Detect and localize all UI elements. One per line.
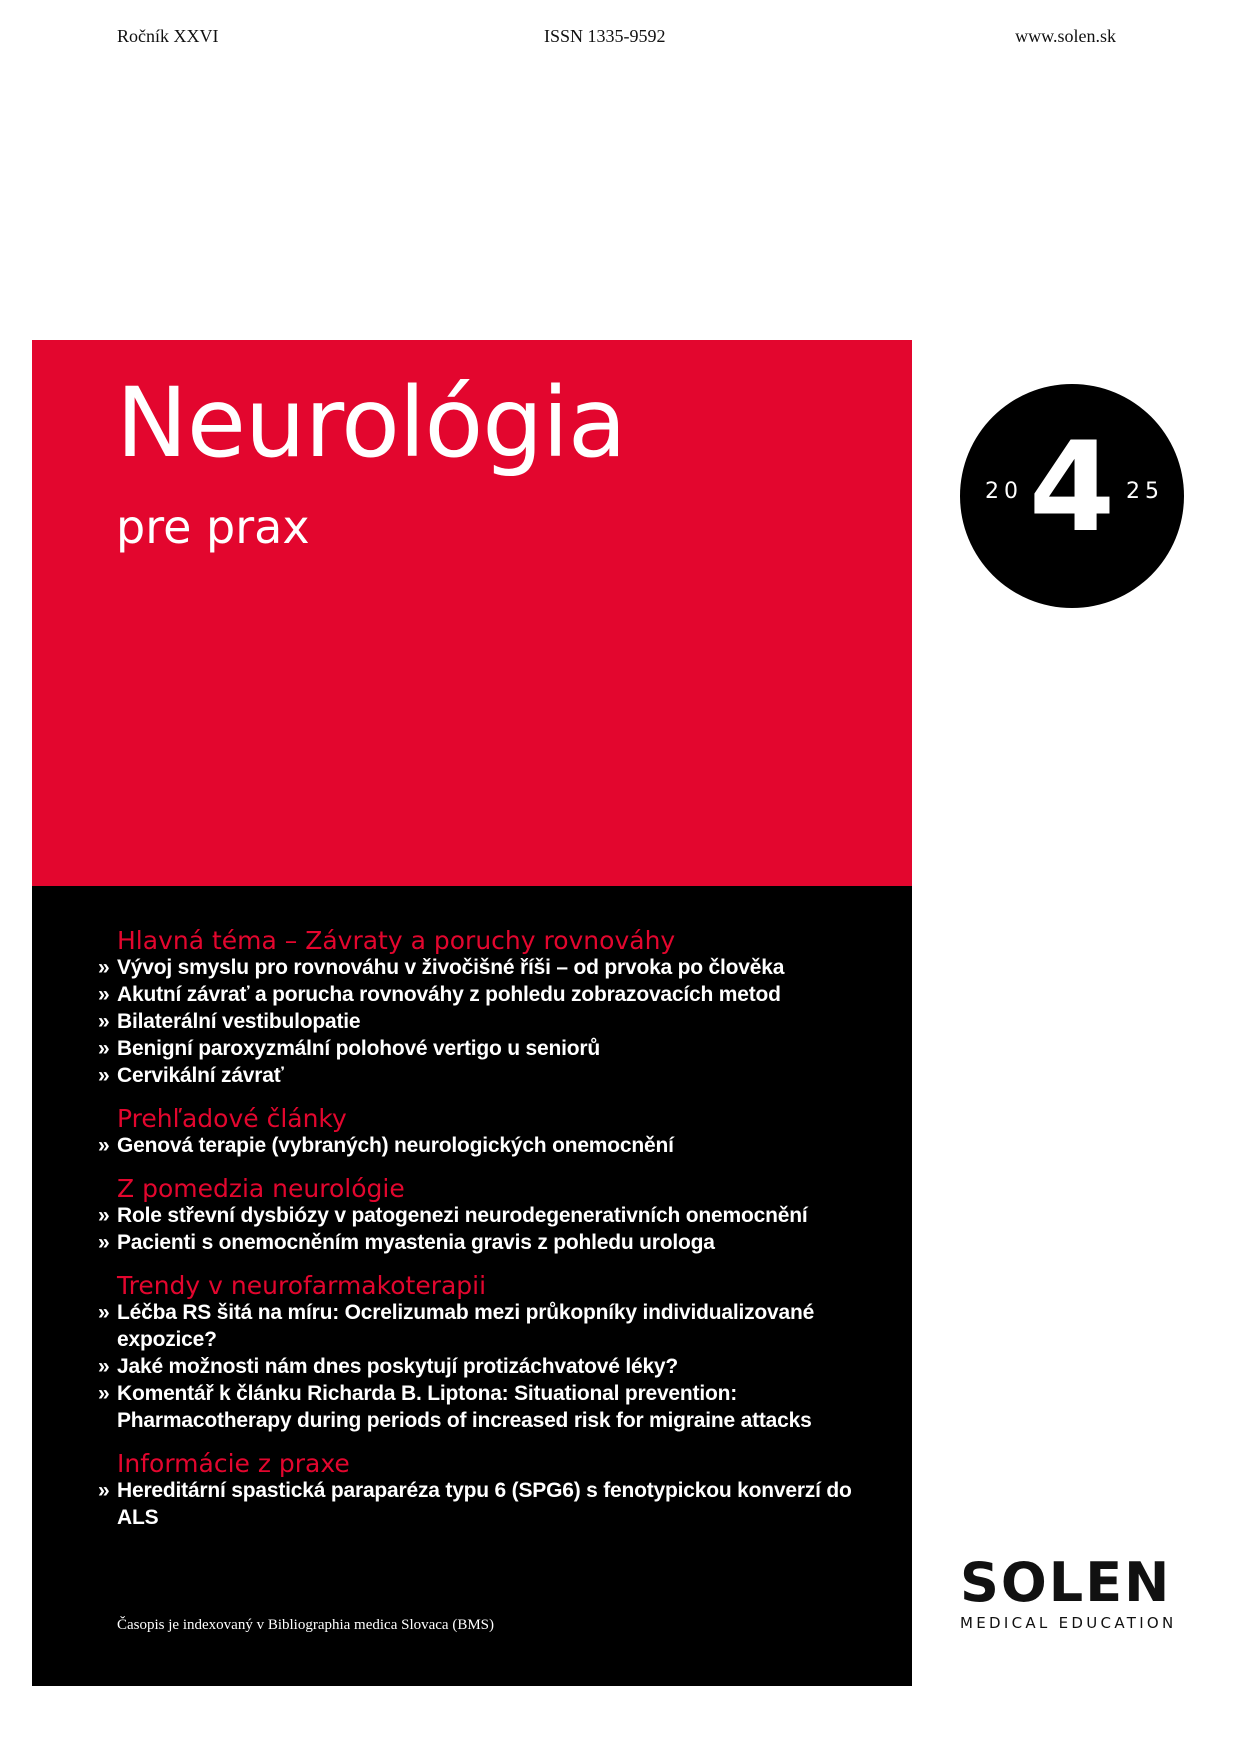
issue-year-first: 20 [985, 479, 1023, 504]
bullet-icon: » [98, 1382, 110, 1405]
bullet-icon: » [98, 1010, 110, 1033]
article-list [98, 1299, 878, 1434]
article-title: Léčba RS šitá na míru: Ocrelizumab mezi průkopníky individualizované expozice? [117, 1301, 815, 1351]
journal-subtitle: pre prax [116, 500, 310, 554]
issn-label: ISSN 1335-9592 [544, 26, 666, 46]
section-heading: Trendy v neurofarmakoterapii [117, 1271, 487, 1300]
bullet-icon: » [98, 1204, 110, 1227]
article-list [98, 954, 878, 1089]
publisher-logo [960, 1551, 1182, 1632]
article-title: Akutní závrať a porucha rovnováhy z pohledu zobrazovacích metod [117, 983, 781, 1006]
issue-number: 4 [1028, 416, 1116, 560]
toc-section [98, 1175, 878, 1256]
toc-section [98, 1105, 878, 1159]
article-title: Cervikální závrať [117, 1064, 284, 1087]
indexing-note: Časopis je indexovaný v Bibliographia medica Slovaca (BMS) [117, 1617, 495, 1633]
article-item [98, 1062, 878, 1089]
article-title: Vývoj smyslu pro rovnováhu v živočišné říši – od prvoka po člověka [117, 956, 785, 979]
table-of-contents [98, 927, 878, 1547]
bullet-icon: » [98, 1037, 110, 1060]
article-title: Hereditární spastická paraparéza typu 6 (SPG6) s fenotypickou konverzí do ALS [117, 1479, 852, 1529]
article-item [98, 954, 878, 981]
bullet-icon: » [98, 1355, 110, 1378]
article-item [98, 1132, 878, 1159]
website-link[interactable]: www.solen.sk [1015, 26, 1116, 46]
section-heading: Informácie z praxe [117, 1449, 350, 1478]
article-item [98, 1299, 878, 1353]
article-title: Pacienti s onemocněním myastenia gravis z pohledu urologa [117, 1231, 715, 1254]
article-list [98, 1477, 878, 1531]
publisher-tagline: MEDICAL EDUCATION [960, 1614, 1177, 1632]
article-title: Role střevní dysbiózy v patogenezi neurodegenerativních onemocnění [117, 1204, 808, 1227]
bullet-icon: » [98, 956, 110, 979]
article-item [98, 1229, 878, 1256]
article-title: Bilaterální vestibulopatie [117, 1010, 361, 1033]
volume-label: Ročník XXVI [117, 26, 219, 46]
bullet-icon: » [98, 1479, 110, 1502]
bullet-icon: » [98, 1134, 110, 1157]
bullet-icon: » [98, 1064, 110, 1087]
article-title: Komentář k článku Richarda B. Liptona: Situational prevention: Pharmacotherapy during periods of increased risk for migraine attacks [117, 1382, 812, 1432]
issue-year-second: 25 [1126, 479, 1164, 504]
article-item [98, 1008, 878, 1035]
article-item [98, 1353, 878, 1380]
issue-badge [960, 384, 1184, 608]
bullet-icon: » [98, 1301, 110, 1324]
bullet-icon: » [98, 983, 110, 1006]
article-item [98, 1477, 878, 1531]
section-heading: Z pomedzia neurológie [117, 1174, 405, 1203]
section-heading: Prehľadové články [117, 1104, 347, 1133]
toc-section [98, 927, 878, 1089]
article-list [98, 1202, 878, 1256]
article-title: Jaké možnosti nám dnes poskytují protizáchvatové léky? [117, 1355, 679, 1378]
toc-section [98, 1272, 878, 1434]
article-item [98, 1380, 878, 1434]
bullet-icon: » [98, 1231, 110, 1254]
article-list [98, 1132, 878, 1159]
article-item [98, 981, 878, 1008]
article-item [98, 1035, 878, 1062]
journal-title: Neurológia [116, 367, 626, 479]
article-title: Genová terapie (vybraných) neurologických onemocnění [117, 1134, 674, 1157]
article-title: Benigní paroxyzmální polohové vertigo u seniorů [117, 1037, 601, 1060]
section-heading: Hlavná téma – Závraty a poruchy rovnováhy [117, 926, 676, 955]
toc-section [98, 1450, 878, 1531]
article-item [98, 1202, 878, 1229]
publisher-name: SOLEN [960, 1551, 1172, 1614]
